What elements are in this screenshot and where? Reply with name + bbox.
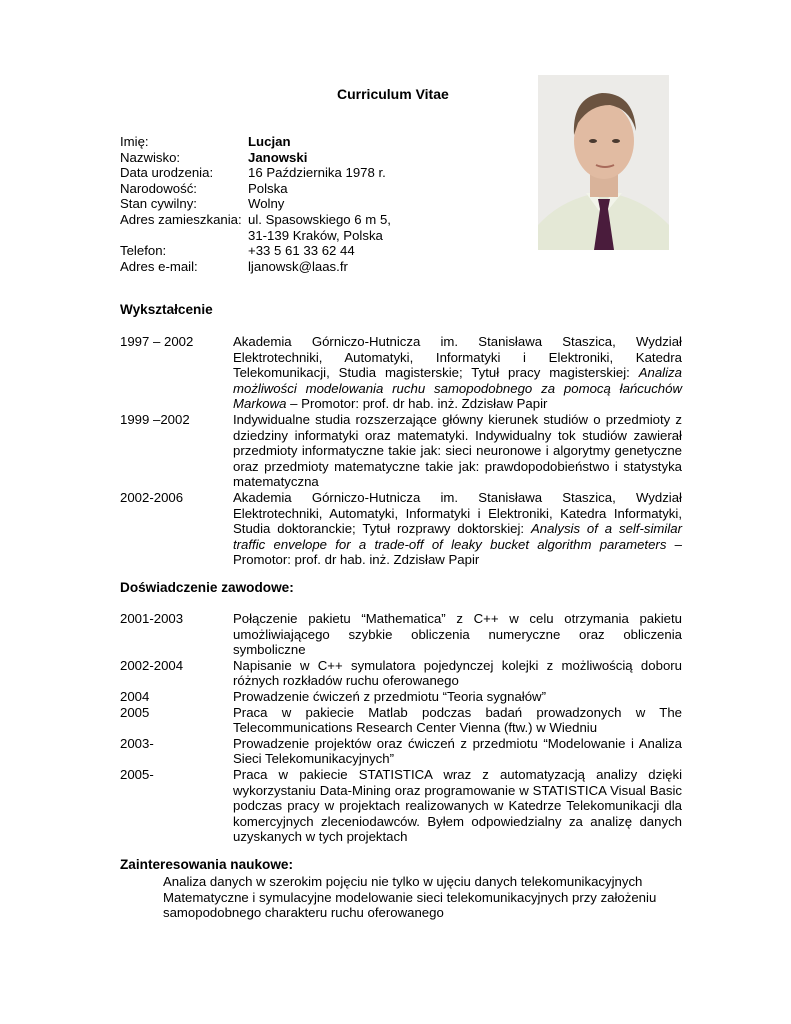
personal-value: Janowski (248, 149, 308, 165)
interests-list (163, 874, 683, 921)
personal-info (120, 134, 520, 274)
personal-label: Telefon: (120, 243, 167, 259)
personal-value: Polska (248, 180, 288, 196)
personal-value: ljanowsk@laas.fr (248, 258, 348, 274)
supervisor: – Promotor: prof. dr hab. inż. Zdzisław Papir (233, 536, 683, 568)
interest-item: Analiza danych w szerokim pojęciu nie tylko w ujęciu danych telekomunikacyjnych (163, 874, 643, 889)
experience-list (120, 611, 682, 845)
personal-row (120, 150, 520, 166)
page-title: Curriculum Vitae (337, 86, 449, 102)
entry-text (233, 490, 682, 568)
experience-entry (120, 689, 682, 705)
interests-heading: Zainteresowania naukowe: (120, 857, 293, 872)
personal-value: +33 5 61 33 62 44 (248, 243, 355, 259)
entry-text (233, 334, 682, 412)
entry-text: Praca w pakiecie Matlab podczas badań prowadzonych w The Telecommunications Research Center Vienna (ftw.) w Wiedniu (233, 704, 682, 736)
entry-date: 1997 – 2002 (120, 334, 194, 349)
personal-label: Adres zamieszkania: (120, 211, 242, 227)
experience-heading: Doświadczenie zawodowe: (120, 580, 294, 595)
portrait-photo (538, 75, 669, 250)
entry-date: 2003- (120, 735, 154, 751)
personal-row (120, 259, 520, 275)
entry-text: Prowadzenie ćwiczeń z przedmiotu “Teoria sygnałów” (233, 688, 546, 704)
personal-label: Imię: (120, 134, 149, 149)
personal-value: 16 Października 1978 r. (248, 165, 386, 181)
entry-description: Indywidualne studia rozszerzające główny kierunek studiów o przedmioty z dziedziny informatyki oraz matematyki. Indywidualny tok studiów zawierał przedmioty informatyczne takie jak: sieci neuronowe i algorytmy genetyczne oraz przedmioty matematyczne takie jak: prawdopodobieństwo i statystyka matematyczna (233, 411, 682, 490)
experience-entry (120, 736, 682, 767)
education-list (120, 334, 682, 568)
entry-text: Prowadzenie projektów oraz ćwiczeń z przedmiotu “Modelowanie i Analiza Sieci Telekomunikacyjnych” (233, 735, 682, 767)
interest-item: Matematyczne i symulacyjne modelowanie sieci telekomunikacyjnych przy założeniu samopodobnego charakteru ruchu oferowanego (163, 889, 657, 921)
education-entry (120, 490, 682, 568)
experience-entry (120, 611, 682, 658)
supervisor: – Promotor: prof. dr hab. inż. Zdzisław Papir (286, 396, 548, 412)
entry-date: 2002-2006 (120, 489, 184, 505)
experience-entry (120, 658, 682, 689)
entry-text (233, 412, 682, 490)
personal-label: Narodowość: (120, 180, 197, 196)
entry-date: 2005- (120, 766, 154, 782)
entry-text: Połączenie pakietu “Mathematica” z C++ w celu otrzymania pakietu umożliwiającego szybkie obliczenia numeryczne oraz obliczenia symboliczne (233, 611, 682, 658)
entry-date: 1999 –2002 (120, 411, 190, 427)
personal-label: Stan cywilny: (120, 196, 197, 212)
personal-row (120, 212, 520, 243)
thesis-title: Analysis of a self-similar traffic envelope for a trade-off of leaky bucket algorithm parameters (233, 521, 683, 552)
personal-value: Lucjan (248, 134, 291, 149)
education-entry (120, 334, 682, 412)
education-entry (120, 412, 682, 490)
entry-date: 2004 (120, 688, 150, 704)
experience-entry (120, 767, 682, 845)
entry-date: 2002-2004 (120, 657, 184, 673)
personal-row (120, 165, 520, 181)
personal-label: Data urodzenia: (120, 165, 214, 181)
entry-text: Napisanie w C++ symulatora pojedynczej kolejki z możliwością doboru różnych rozkładów ruchu oferowanego (233, 657, 682, 689)
entry-date: 2005 (120, 704, 150, 720)
personal-label: Nazwisko: (120, 149, 181, 165)
personal-row (120, 196, 520, 212)
entry-date: 2001-2003 (120, 611, 184, 626)
personal-value: ul. Spasowskiego 6 m 5, 31-139 Kraków, Polska (248, 211, 391, 243)
thesis-title: Analiza możliwości modelowania ruchu samopodobnego za pomocą łańcuchów Markowa (233, 365, 682, 412)
entry-text: Praca w pakiecie STATISTICA wraz z automatyzacją analizy dzięki wykorzystaniu Data-Mining oraz programowanie w STATISTICA Visual Basic podczas pracy w projektach realizowanych w Katedrze Telekomunikacji dla komercyjnych zleceniodawców. Byłem odpowiedzialny za analizę danych uzyskanych w tych projektach (233, 766, 682, 845)
entry-description: Akademia Górniczo-Hutnicza im. Stanisława Staszica, Wydział Elektrotechniki, Automatyki, Informatyki i Elektroniki, Katedra Informatyki, Studia doktoranckie; Tytuł rozprawy doktorskiej: (233, 489, 682, 537)
experience-entry (120, 705, 682, 736)
personal-row (120, 243, 520, 259)
personal-label: Adres e-mail: (120, 258, 198, 274)
education-heading: Wykształcenie (120, 302, 213, 317)
personal-row (120, 134, 520, 150)
portrait-icon (538, 75, 669, 250)
entry-description: Akademia Górniczo-Hutnicza im. Stanisława Staszica, Wydział Elektrotechniki, Automatyki, Informatyki i Elektroniki, Katedra Telekomunikacji, Studia magisterskie; Tytuł pracy magisterskiej: (233, 334, 682, 381)
personal-row (120, 181, 520, 197)
personal-value: Wolny (248, 196, 285, 212)
